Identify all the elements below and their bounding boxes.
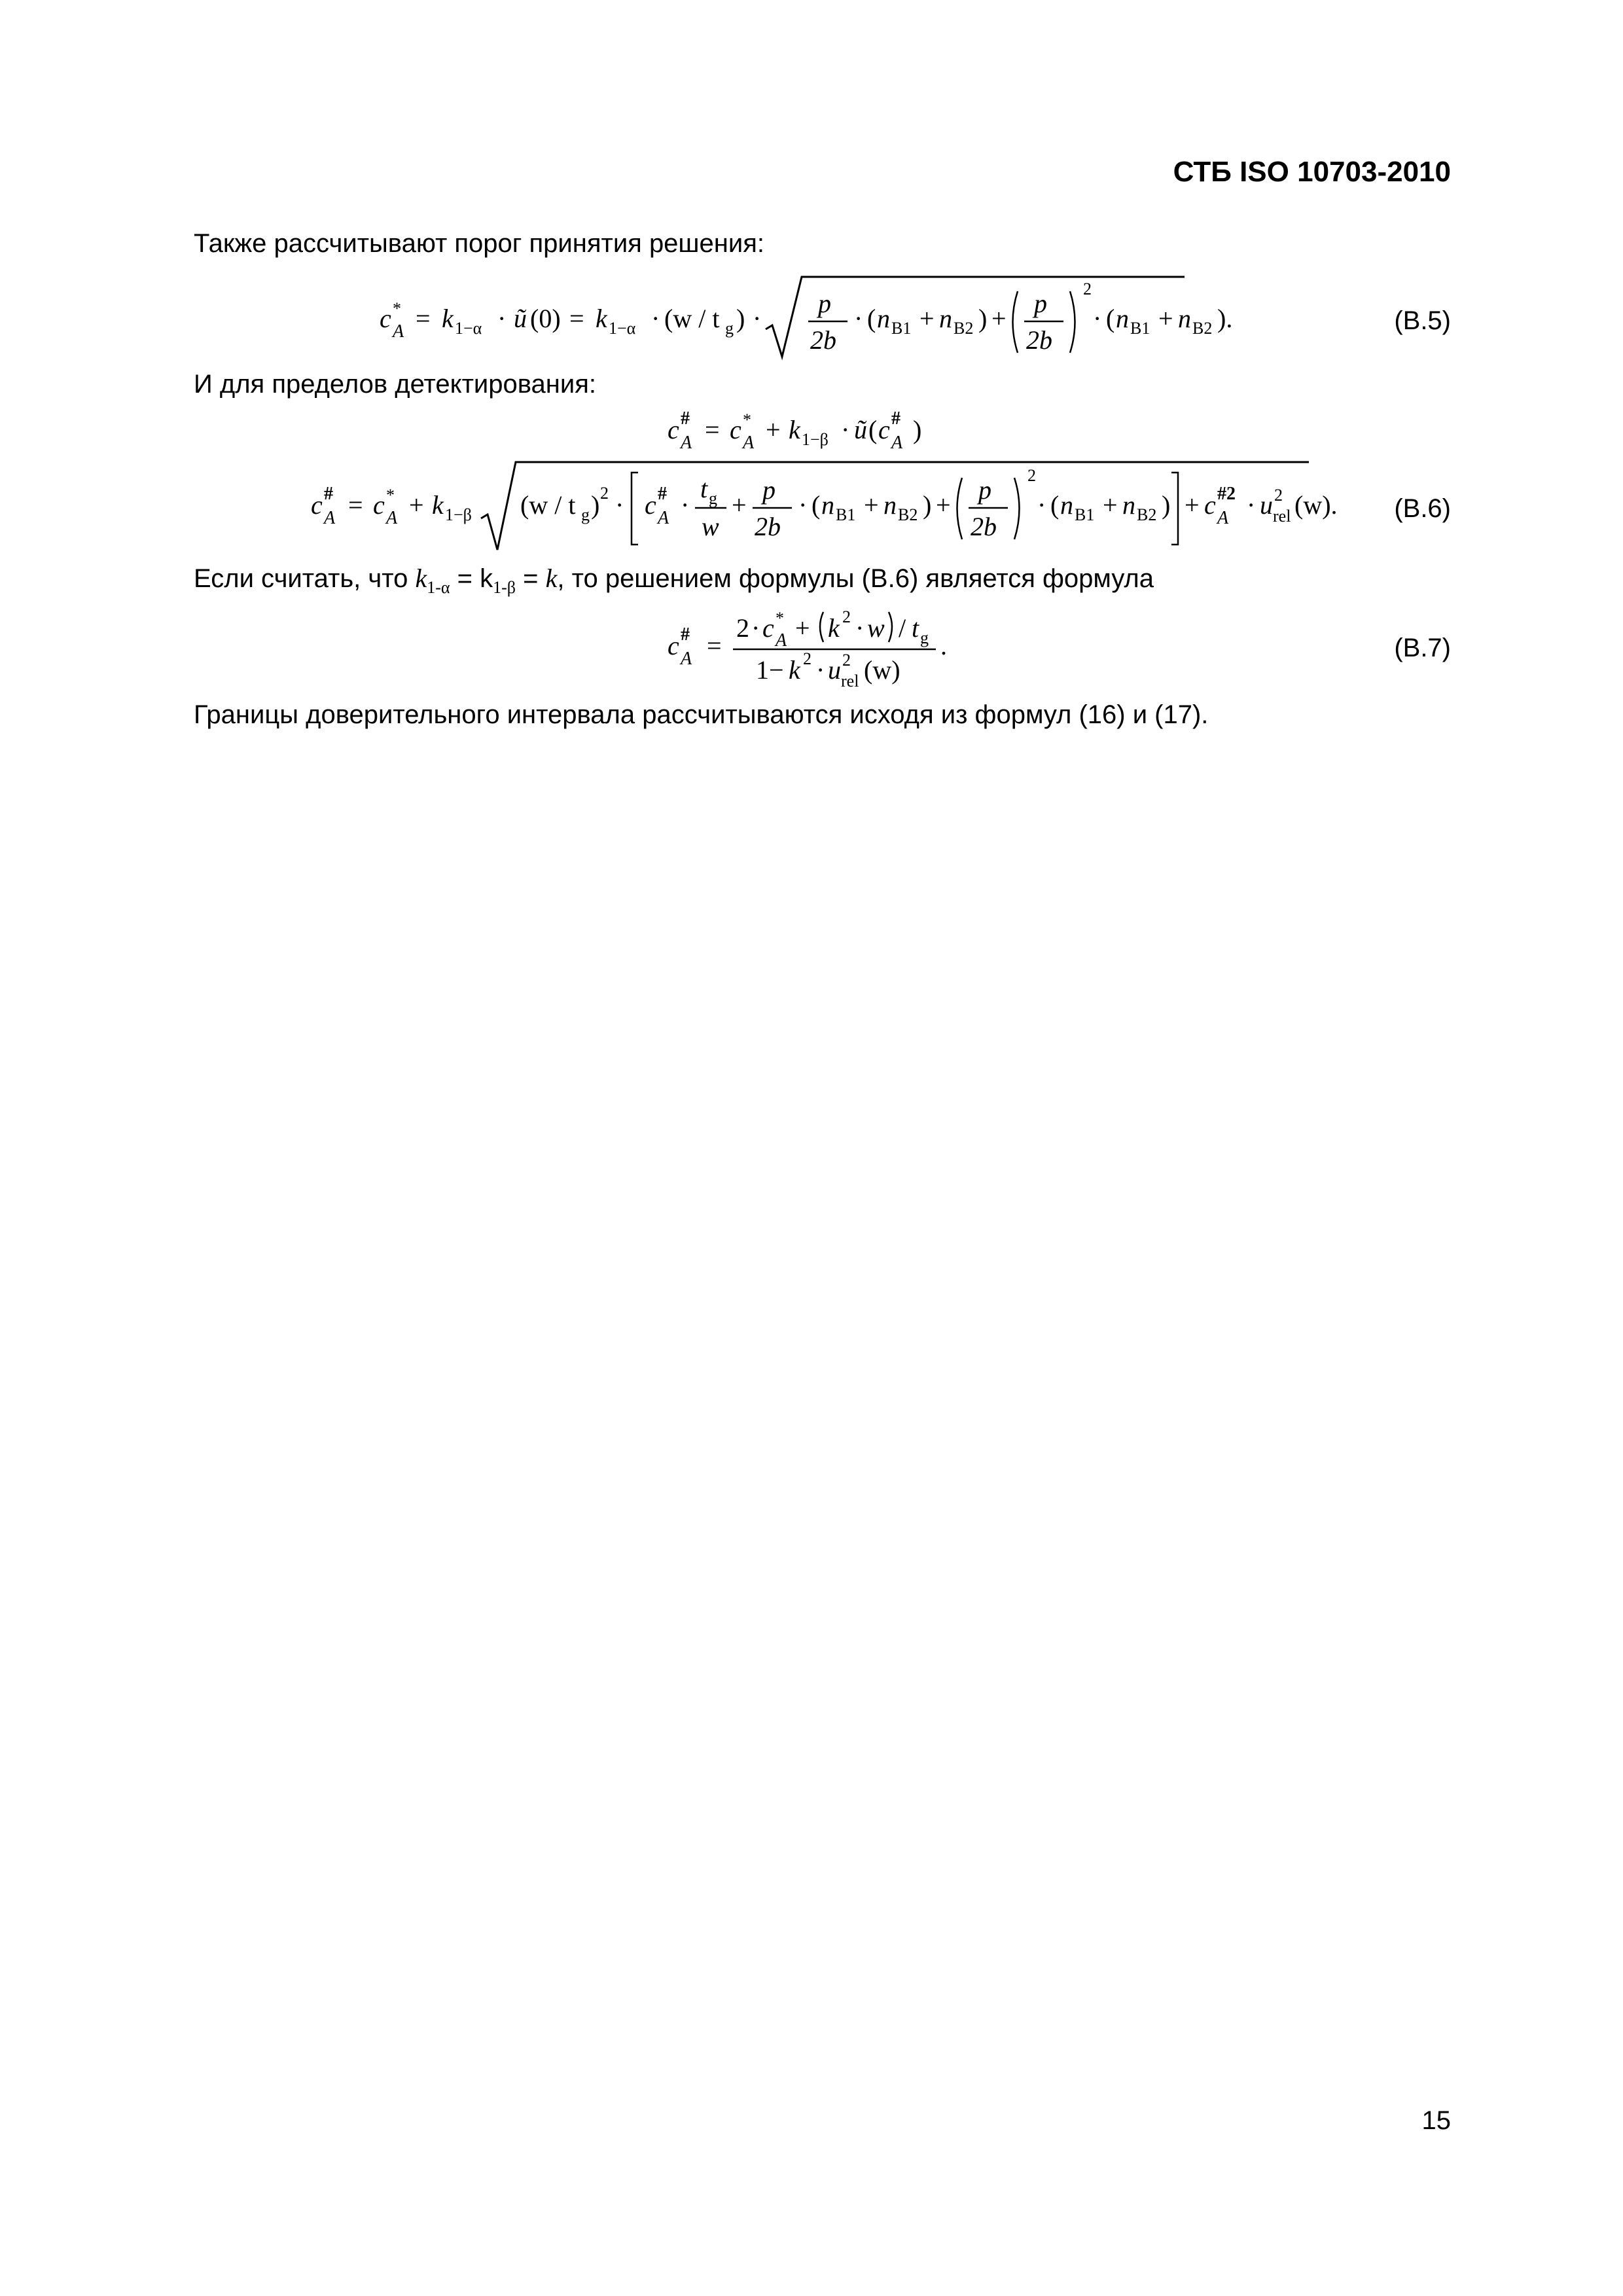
svg-text:2: 2 bbox=[1083, 279, 1092, 298]
svg-text:): ) bbox=[978, 304, 988, 333]
svg-text:c: c bbox=[645, 490, 656, 520]
svg-text:c: c bbox=[878, 415, 890, 444]
svg-text:p: p bbox=[978, 475, 991, 505]
svg-text:#: # bbox=[658, 484, 667, 504]
svg-text:A: A bbox=[891, 433, 903, 453]
svg-text:·: · bbox=[751, 613, 760, 643]
svg-text:#: # bbox=[891, 408, 901, 429]
svg-text:g: g bbox=[709, 489, 717, 508]
svg-text:k: k bbox=[432, 490, 444, 520]
svg-text:2: 2 bbox=[600, 484, 609, 503]
svg-text:+: + bbox=[795, 613, 810, 643]
equation-b6-definition bbox=[664, 406, 939, 452]
svg-text:n: n bbox=[1060, 490, 1073, 520]
svg-text:(: ( bbox=[1106, 304, 1115, 333]
svg-text:): ) bbox=[913, 415, 922, 444]
svg-text:k: k bbox=[789, 655, 800, 685]
svg-text:(: ( bbox=[1050, 490, 1060, 520]
svg-text:2: 2 bbox=[803, 649, 812, 668]
svg-text:·: · bbox=[1247, 490, 1256, 520]
paragraph-formula-solution bbox=[194, 563, 1154, 598]
svg-text:B1: B1 bbox=[1130, 319, 1150, 338]
svg-text:·: · bbox=[798, 490, 808, 520]
svg-text:2b: 2b bbox=[755, 512, 781, 541]
svg-text:+: + bbox=[1103, 490, 1118, 520]
svg-text:1−β: 1−β bbox=[445, 505, 472, 524]
svg-text:+: + bbox=[409, 490, 424, 520]
svg-text:c: c bbox=[373, 490, 385, 520]
svg-text:A: A bbox=[658, 508, 669, 528]
svg-text:·: · bbox=[841, 415, 850, 444]
svg-text:·: · bbox=[497, 304, 507, 333]
equation-b6 bbox=[308, 458, 1338, 553]
svg-text:w: w bbox=[867, 613, 885, 643]
svg-text:*: * bbox=[743, 410, 751, 429]
svg-text:n: n bbox=[883, 490, 897, 520]
svg-text:*: * bbox=[386, 486, 395, 505]
paragraph-detection-limits: И для пределов детектирования: bbox=[194, 370, 596, 399]
p3-subscript-alpha: 1-α bbox=[427, 578, 450, 597]
document-header: СТБ ISO 10703-2010 bbox=[1173, 156, 1451, 188]
svg-text:A: A bbox=[681, 433, 692, 453]
svg-text:(: ( bbox=[868, 415, 878, 444]
svg-text:B2: B2 bbox=[1192, 319, 1213, 338]
svg-text:1−α: 1−α bbox=[609, 319, 636, 338]
svg-text:=: = bbox=[348, 490, 363, 520]
svg-text:g: g bbox=[920, 628, 929, 647]
svg-text:#: # bbox=[324, 484, 333, 504]
svg-text:c: c bbox=[762, 613, 774, 643]
svg-text:c: c bbox=[1204, 490, 1216, 520]
svg-text:+: + bbox=[732, 490, 747, 520]
svg-text:·: · bbox=[651, 304, 660, 333]
svg-text:p: p bbox=[762, 475, 776, 505]
page-number: 15 bbox=[1421, 2106, 1451, 2135]
svg-text:1−β: 1−β bbox=[802, 430, 829, 449]
svg-text:2: 2 bbox=[842, 607, 851, 626]
svg-text:·: · bbox=[681, 490, 690, 520]
p3-text-b: = k bbox=[450, 564, 493, 593]
svg-text:=: = bbox=[416, 304, 431, 333]
svg-text:ũ: ũ bbox=[854, 415, 867, 444]
svg-text:=: = bbox=[705, 415, 720, 444]
svg-text:2: 2 bbox=[842, 651, 851, 670]
svg-text:B2: B2 bbox=[1137, 505, 1157, 524]
svg-text:(0): (0) bbox=[530, 304, 561, 333]
svg-text:): ) bbox=[591, 490, 600, 520]
svg-text:·: · bbox=[1037, 490, 1046, 520]
svg-text:2b: 2b bbox=[1026, 325, 1052, 355]
svg-text:+: + bbox=[1158, 304, 1173, 333]
svg-text:n: n bbox=[877, 304, 890, 333]
svg-text:1−α: 1−α bbox=[455, 319, 482, 338]
p3-k-symbol: k bbox=[415, 564, 427, 593]
p3-text-c: = bbox=[516, 564, 546, 593]
svg-text:p: p bbox=[1034, 289, 1047, 318]
svg-text:(w).: (w). bbox=[1294, 490, 1338, 520]
p3-text-a: Если считать, что bbox=[194, 564, 416, 593]
p3-subscript-beta: 1-β bbox=[493, 578, 516, 597]
equation-number-b5: (B.5) bbox=[1394, 306, 1451, 335]
svg-text:A: A bbox=[324, 508, 336, 528]
svg-text:B2: B2 bbox=[954, 319, 974, 338]
svg-text:(w / t: (w / t bbox=[664, 304, 720, 333]
svg-text:c: c bbox=[668, 415, 679, 444]
svg-text:w: w bbox=[702, 512, 719, 541]
svg-text:+: + bbox=[766, 415, 781, 444]
svg-text:B2: B2 bbox=[898, 505, 918, 524]
svg-text:B1: B1 bbox=[1075, 505, 1095, 524]
svg-text:(w): (w) bbox=[864, 655, 901, 685]
svg-text:k: k bbox=[828, 613, 840, 643]
svg-text:*: * bbox=[393, 299, 401, 318]
svg-text:A: A bbox=[393, 321, 404, 342]
svg-text:·: · bbox=[753, 304, 762, 333]
equation-b7 bbox=[664, 599, 978, 697]
svg-text:A: A bbox=[776, 630, 787, 651]
svg-text:u: u bbox=[828, 655, 841, 685]
svg-text:A: A bbox=[386, 508, 398, 528]
equation-number-b7: (B.7) bbox=[1394, 634, 1451, 662]
svg-text:·: · bbox=[1093, 304, 1102, 333]
svg-text:·: · bbox=[854, 304, 863, 333]
equation-number-b6: (B.6) bbox=[1394, 494, 1451, 523]
paragraph-decision-threshold: Также рассчитывают порог принятия решения: bbox=[194, 229, 764, 258]
svg-text:·: · bbox=[855, 613, 865, 643]
svg-text:·: · bbox=[816, 655, 825, 685]
svg-text:k: k bbox=[442, 304, 454, 333]
svg-text:k: k bbox=[789, 415, 800, 444]
svg-text:+: + bbox=[919, 304, 935, 333]
svg-text:2: 2 bbox=[1274, 486, 1283, 505]
svg-text:k: k bbox=[596, 304, 607, 333]
svg-text:A: A bbox=[1217, 508, 1229, 528]
svg-text:t: t bbox=[912, 613, 919, 643]
svg-text:): ) bbox=[923, 490, 932, 520]
svg-text:rel: rel bbox=[1273, 507, 1291, 526]
svg-text:=: = bbox=[569, 304, 584, 333]
p3-text-d: , то решением формулы (B.6) является формула bbox=[557, 564, 1154, 593]
svg-text:n: n bbox=[1116, 304, 1129, 333]
svg-text:c: c bbox=[380, 304, 391, 333]
svg-text:g: g bbox=[725, 319, 734, 338]
svg-text:u: u bbox=[1260, 490, 1273, 520]
svg-text:+: + bbox=[1185, 490, 1200, 520]
svg-text:#: # bbox=[681, 408, 690, 429]
svg-text:t: t bbox=[700, 474, 708, 503]
svg-text:p: p bbox=[818, 289, 831, 318]
svg-text:n: n bbox=[821, 490, 834, 520]
svg-text:n: n bbox=[1178, 304, 1191, 333]
svg-text:*: * bbox=[776, 609, 784, 628]
svg-text:(: ( bbox=[812, 490, 821, 520]
svg-text:#2: #2 bbox=[1217, 484, 1236, 504]
svg-text:rel: rel bbox=[841, 672, 859, 691]
svg-text:n: n bbox=[1122, 490, 1135, 520]
svg-text:n: n bbox=[939, 304, 952, 333]
p3-k-symbol-2: k bbox=[545, 564, 558, 593]
svg-text:B1: B1 bbox=[891, 319, 912, 338]
svg-text:2b: 2b bbox=[971, 512, 997, 541]
svg-text:A: A bbox=[681, 649, 692, 669]
svg-text:+: + bbox=[864, 490, 879, 520]
svg-text:c: c bbox=[668, 631, 679, 660]
svg-text:).: ). bbox=[1217, 304, 1233, 333]
svg-text:+: + bbox=[991, 304, 1007, 333]
svg-text:ũ: ũ bbox=[514, 304, 527, 333]
svg-text:=: = bbox=[707, 631, 722, 660]
svg-text:2: 2 bbox=[1027, 466, 1036, 485]
svg-text:.: . bbox=[940, 631, 947, 660]
equation-b5 bbox=[373, 272, 1263, 367]
svg-text:2b: 2b bbox=[810, 325, 836, 355]
svg-text:2: 2 bbox=[736, 613, 749, 643]
svg-text:B1: B1 bbox=[836, 505, 856, 524]
svg-text:/: / bbox=[899, 613, 906, 643]
svg-text:g: g bbox=[581, 505, 590, 524]
svg-text:): ) bbox=[1162, 490, 1171, 520]
svg-text:·: · bbox=[615, 490, 624, 520]
svg-text:1−: 1− bbox=[756, 655, 784, 685]
svg-text:): ) bbox=[736, 304, 745, 333]
svg-text:(w / t: (w / t bbox=[520, 490, 576, 520]
paragraph-confidence-interval: Границы доверительного интервала рассчитываются исходя из формул (16) и (17). bbox=[194, 700, 1209, 729]
svg-text:A: A bbox=[743, 433, 755, 453]
svg-text:(: ( bbox=[867, 304, 876, 333]
svg-text:+: + bbox=[936, 490, 951, 520]
svg-text:c: c bbox=[730, 415, 741, 444]
svg-text:c: c bbox=[311, 490, 323, 520]
svg-text:#: # bbox=[681, 624, 690, 645]
